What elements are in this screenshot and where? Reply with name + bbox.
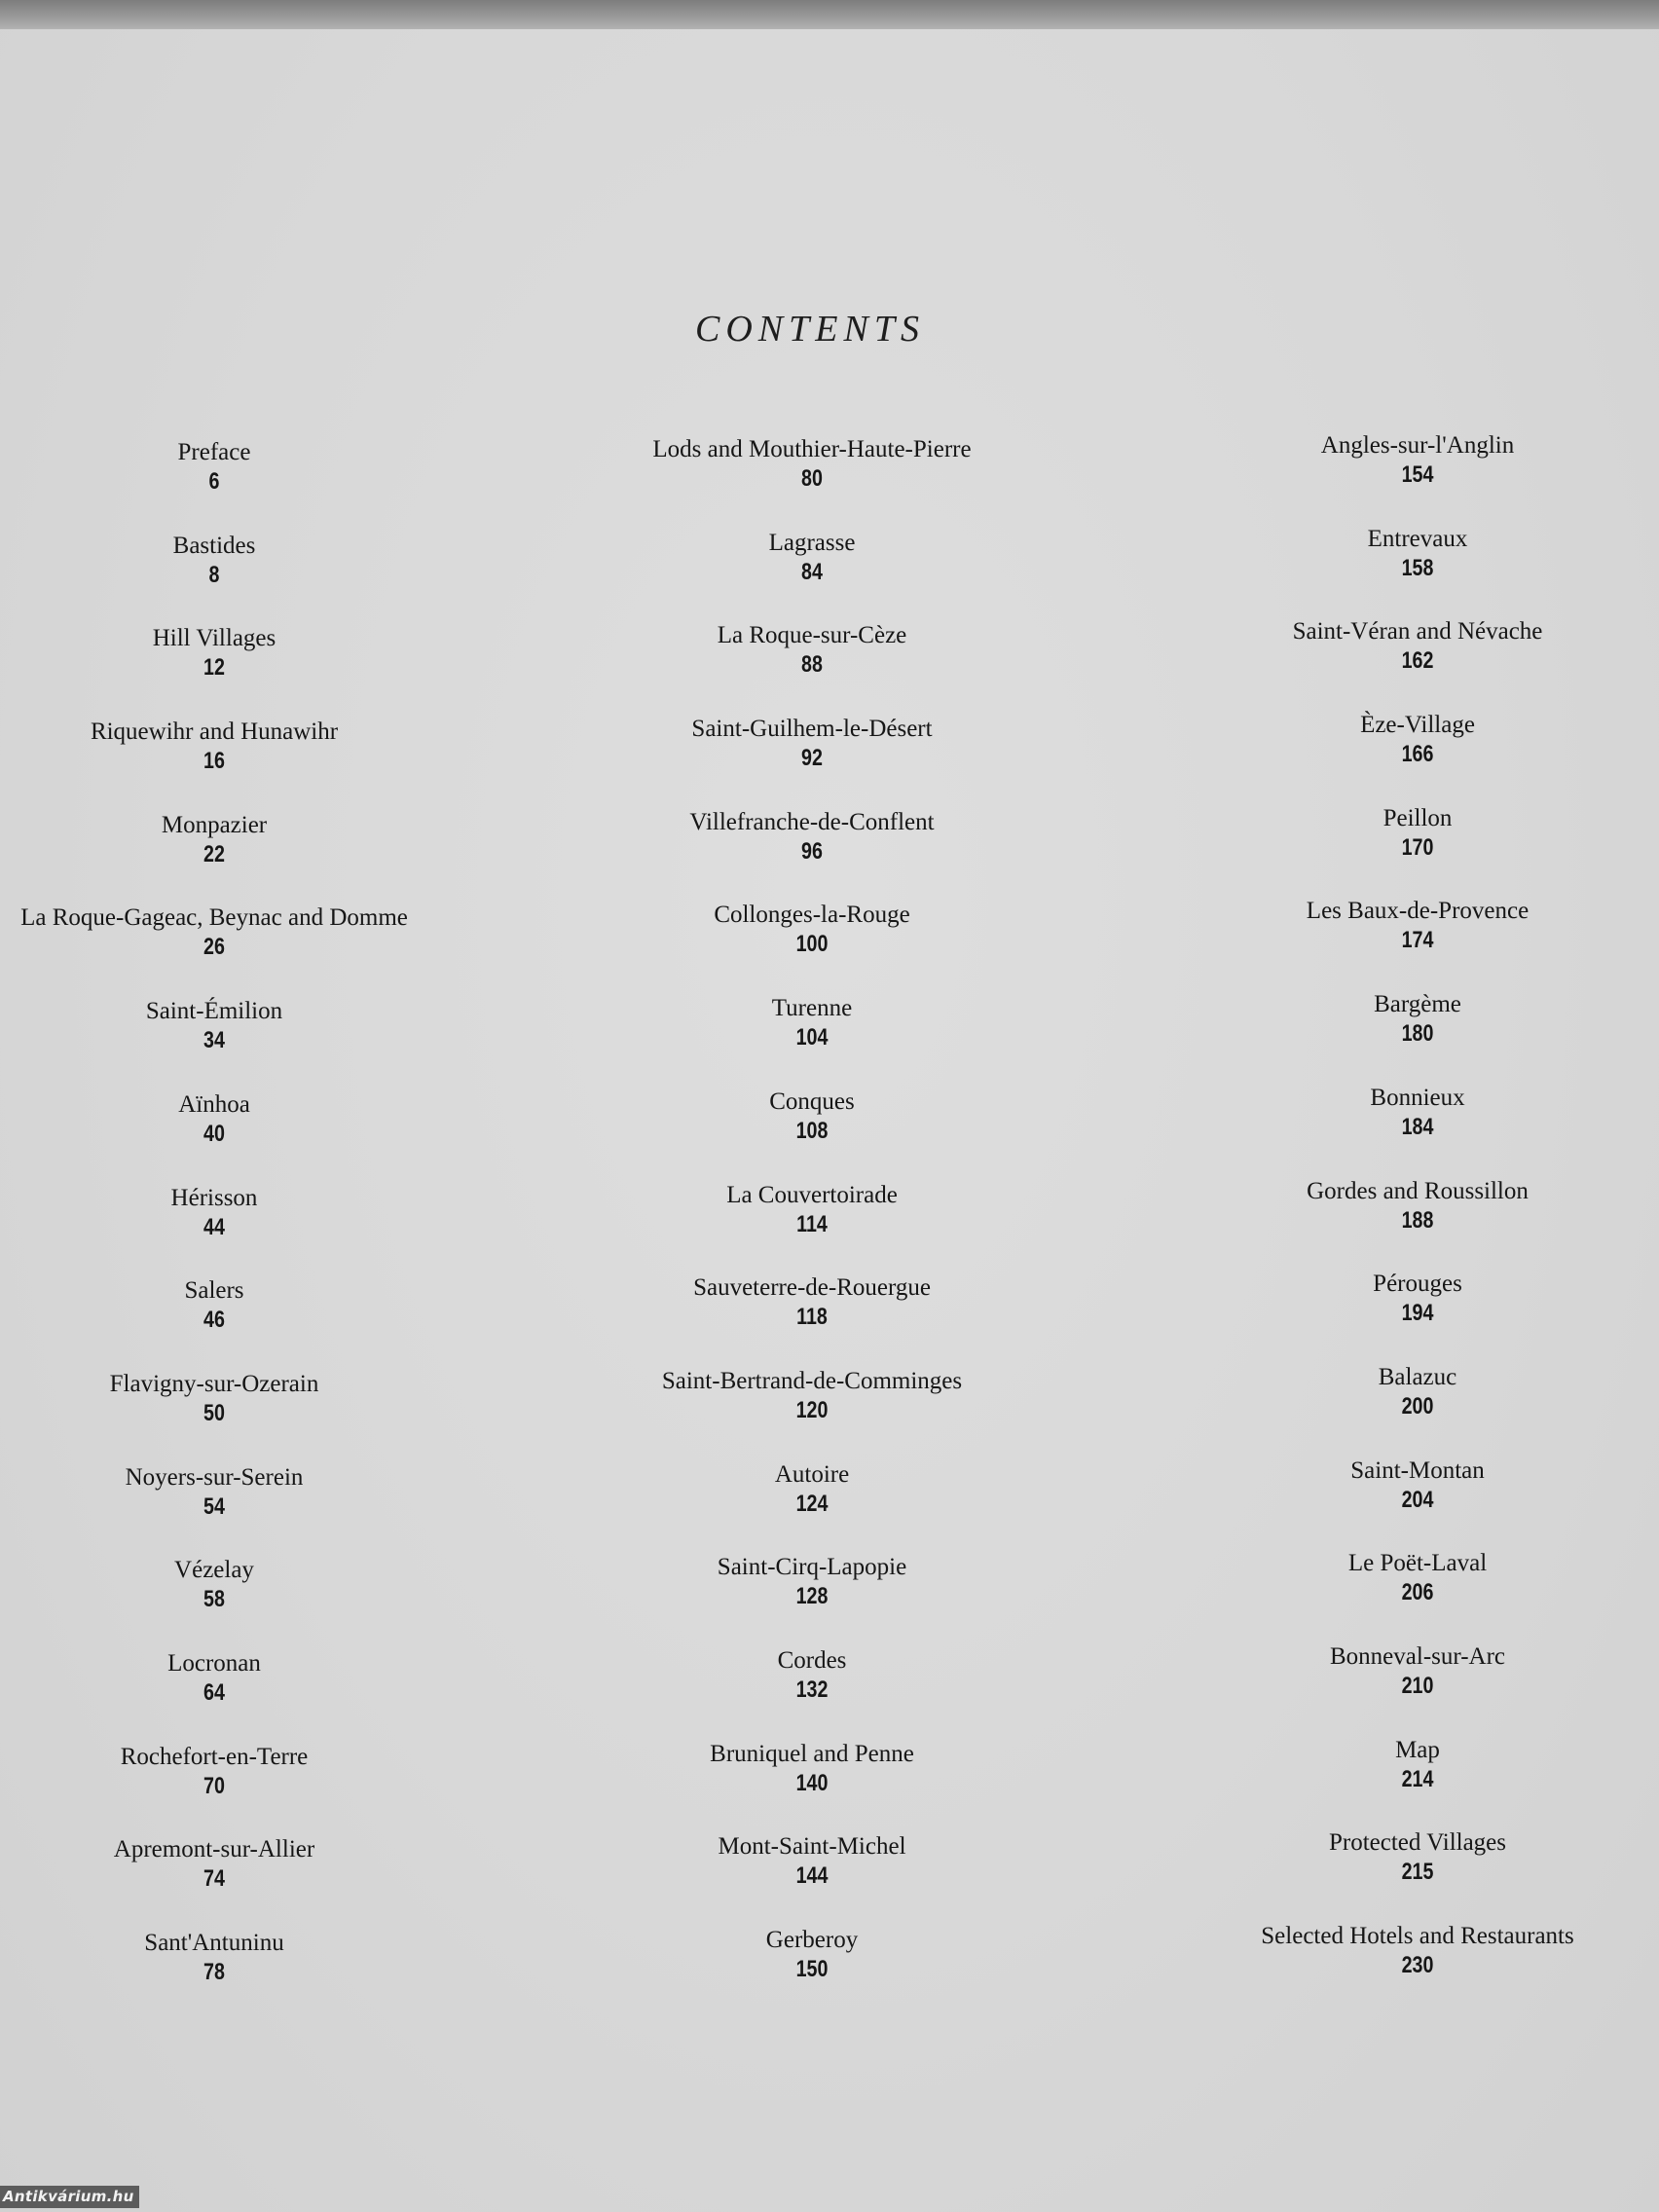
contents-entry — [1145, 990, 1659, 1084]
entry-page-number: 44 — [203, 1213, 225, 1240]
contents-entry — [0, 1929, 487, 2022]
entry-page-number: 162 — [1401, 647, 1434, 675]
entry-title: Hill Villages — [152, 625, 276, 652]
entry-title: Saint-Cirq-Lapopie — [717, 1554, 907, 1581]
entry-page-number: 78 — [203, 1959, 225, 1985]
entry-page-number: 16 — [203, 748, 225, 775]
entry-page-number: 194 — [1401, 1300, 1434, 1327]
entry-title: Saint-Montan — [1350, 1456, 1485, 1484]
contents-entry — [1145, 431, 1659, 525]
contents-entry — [1145, 1642, 1659, 1736]
contents-entry — [539, 435, 1085, 529]
contents-entry — [0, 624, 487, 718]
entry-title: Sauveterre-de-Rouergue — [693, 1274, 931, 1302]
entry-page-number: 64 — [203, 1678, 225, 1706]
contents-entry — [0, 997, 487, 1090]
contents-entry — [539, 715, 1085, 808]
entry-page-number: 210 — [1401, 1672, 1434, 1699]
contents-entry — [1145, 711, 1659, 804]
entry-title: Hérisson — [170, 1184, 258, 1211]
entry-page-number: 206 — [1401, 1579, 1434, 1606]
contents-entry — [1145, 1922, 1659, 2015]
entry-page-number: 74 — [203, 1865, 225, 1893]
contents-entry — [539, 1646, 1085, 1740]
entry-page-number: 84 — [801, 558, 823, 585]
entry-title: Gordes and Roussillon — [1307, 1177, 1529, 1204]
entry-title: Cordes — [777, 1646, 847, 1674]
entry-page-number: 26 — [203, 934, 225, 961]
entry-title: Saint-Émilion — [145, 998, 283, 1025]
contents-entry — [1145, 804, 1659, 898]
entry-title: Bastides — [172, 532, 256, 559]
contents-entry — [0, 1370, 487, 1463]
entry-page-number: 46 — [203, 1307, 225, 1334]
contents-column-1 — [0, 438, 487, 2022]
contents-entry — [1145, 525, 1659, 618]
entry-title: Bruniquel and Penne — [710, 1740, 914, 1767]
contents-column-2 — [539, 435, 1085, 2019]
contents-entry — [539, 1832, 1085, 1926]
contents-entry — [0, 718, 487, 811]
entry-page-number: 22 — [203, 840, 225, 867]
entry-page-number: 96 — [801, 837, 823, 865]
entry-title: Conques — [769, 1088, 855, 1115]
contents-entry — [539, 1273, 1085, 1367]
contents-entry — [1145, 1736, 1659, 1829]
entry-page-number: 215 — [1401, 1859, 1434, 1886]
contents-entry — [0, 1835, 487, 1929]
contents-entry — [1145, 1177, 1659, 1271]
entry-page-number: 150 — [795, 1956, 829, 1982]
entry-title: Collonges-la-Rouge — [714, 902, 910, 929]
contents-entry — [1145, 1549, 1659, 1642]
entry-page-number: 140 — [795, 1769, 829, 1796]
entry-title: Locronan — [167, 1649, 261, 1677]
contents-entry — [1145, 897, 1659, 990]
entry-page-number: 230 — [1401, 1952, 1434, 1978]
entry-page-number: 204 — [1401, 1486, 1434, 1513]
entry-page-number: 100 — [795, 931, 829, 958]
entry-page-number: 104 — [795, 1024, 829, 1051]
contents-entry — [539, 1181, 1085, 1274]
entry-page-number: 166 — [1401, 741, 1434, 768]
entry-title: Les Baux-de-Provence — [1306, 898, 1530, 925]
entry-title: Bonneval-sur-Arc — [1330, 1642, 1505, 1670]
entry-page-number: 114 — [796, 1210, 828, 1237]
entry-title: La Roque-Gageac, Beynac and Domme — [20, 904, 408, 932]
page-title: CONTENTS — [695, 309, 925, 350]
entry-page-number: 170 — [1401, 833, 1434, 861]
contents-entry — [0, 1090, 487, 1184]
entry-page-number: 40 — [203, 1120, 225, 1147]
entry-page-number: 88 — [801, 651, 823, 679]
contents-entry — [1145, 1363, 1659, 1456]
entry-page-number: 158 — [1401, 554, 1434, 581]
watermark-label: Antikvárium.hu — [0, 2186, 139, 2208]
entry-page-number: 120 — [795, 1396, 829, 1423]
contents-column-3 — [1145, 431, 1659, 2015]
contents-entry — [539, 1740, 1085, 1833]
contents-entry — [1145, 1084, 1659, 1177]
contents-entry — [0, 1463, 487, 1557]
contents-entry — [0, 532, 487, 625]
entry-title: Vézelay — [174, 1557, 254, 1584]
contents-entry — [1145, 1828, 1659, 1922]
entry-title: Riquewihr and Hunawihr — [90, 719, 339, 746]
entry-page-number: 54 — [203, 1493, 225, 1520]
entry-title: Lagrasse — [768, 529, 856, 556]
entry-page-number: 58 — [203, 1586, 225, 1613]
entry-page-number: 34 — [203, 1027, 225, 1054]
entry-page-number: 180 — [1401, 1020, 1434, 1048]
entry-page-number: 80 — [801, 465, 823, 492]
entry-title: Selected Hotels and Restaurants — [1261, 1923, 1574, 1949]
entry-title: Sant'Antuninu — [144, 1930, 284, 1956]
contents-entry — [539, 994, 1085, 1088]
entry-title: Mont-Saint-Michel — [718, 1833, 906, 1861]
entry-page-number: 92 — [801, 745, 823, 772]
entry-title: Pérouges — [1373, 1271, 1462, 1298]
contents-entry — [539, 1553, 1085, 1646]
entry-page-number: 214 — [1401, 1765, 1434, 1792]
contents-entry — [539, 808, 1085, 902]
entry-title: La Roque-sur-Cèze — [717, 622, 907, 649]
contents-entry — [539, 1460, 1085, 1554]
entry-title: Flavigny-sur-Ozerain — [109, 1370, 319, 1397]
entry-page-number: 154 — [1401, 461, 1434, 488]
contents-entry — [0, 811, 487, 904]
contents-entry — [539, 1367, 1085, 1460]
contents-entry — [539, 1926, 1085, 2019]
entry-title: Saint-Bertrand-de-Comminges — [661, 1367, 963, 1394]
entry-title: Preface — [177, 439, 251, 465]
entry-title: Villefranche-de-Conflent — [689, 808, 935, 835]
entry-title: Angles-sur-l'Anglin — [1320, 432, 1515, 459]
entry-title: Saint-Guilhem-le-Désert — [691, 716, 933, 743]
entry-title: Autoire — [774, 1460, 850, 1488]
contents-entry — [0, 438, 487, 532]
contents-entry — [0, 903, 487, 997]
entry-page-number: 184 — [1401, 1113, 1434, 1140]
contents-entry — [1145, 1456, 1659, 1550]
entry-title: Noyers-sur-Serein — [125, 1463, 304, 1491]
contents-entry — [539, 529, 1085, 622]
entry-title: Aïnhoa — [178, 1090, 250, 1118]
entry-page-number: 188 — [1401, 1206, 1434, 1234]
contents-entry — [0, 1649, 487, 1743]
entry-title: Monpazier — [161, 811, 268, 838]
contents-entry — [0, 1743, 487, 1836]
contents-entry — [0, 1276, 487, 1370]
entry-page-number: 144 — [795, 1862, 829, 1890]
entry-title: Èze-Village — [1360, 712, 1475, 739]
contents-entry — [1145, 1270, 1659, 1363]
contents-entry — [0, 1556, 487, 1649]
entry-title: Saint-Véran and Névache — [1292, 618, 1543, 645]
entry-page-number: 6 — [208, 468, 220, 495]
entry-title: Protected Villages — [1328, 1829, 1507, 1857]
entry-title: Le Poët-Laval — [1347, 1550, 1488, 1577]
entry-title: Peillon — [1382, 804, 1453, 831]
entry-title: Salers — [184, 1277, 244, 1305]
contents-entry — [539, 1088, 1085, 1181]
entry-title: Lods and Mouthier-Haute-Pierre — [652, 436, 972, 462]
contents-entry — [539, 621, 1085, 715]
entry-title: Map — [1395, 1736, 1440, 1763]
entry-page-number: 128 — [795, 1583, 829, 1610]
entry-title: Apremont-sur-Allier — [113, 1836, 315, 1863]
entry-page-number: 118 — [796, 1304, 828, 1331]
entry-page-number: 200 — [1401, 1392, 1434, 1419]
entry-title: Balazuc — [1378, 1363, 1457, 1390]
entry-title: Entrevaux — [1367, 525, 1468, 552]
entry-page-number: 132 — [795, 1676, 829, 1703]
entry-title: Rochefort-en-Terre — [120, 1743, 309, 1770]
entry-page-number: 174 — [1401, 927, 1434, 954]
entry-page-number: 50 — [203, 1399, 225, 1426]
entry-page-number: 8 — [208, 561, 220, 588]
entry-page-number: 124 — [795, 1490, 829, 1517]
entry-page-number: 12 — [203, 654, 225, 682]
entry-page-number: 108 — [795, 1117, 829, 1144]
contents-entry — [539, 901, 1085, 994]
entry-title: Gerberoy — [765, 1927, 859, 1953]
entry-title: Bargème — [1374, 991, 1461, 1018]
entry-title: Bonnieux — [1370, 1084, 1465, 1111]
entry-title: La Couvertoirade — [726, 1181, 898, 1208]
contents-entry — [0, 1184, 487, 1277]
entry-page-number: 70 — [203, 1772, 225, 1799]
entry-title: Turenne — [771, 995, 853, 1022]
contents-entry — [1145, 617, 1659, 711]
